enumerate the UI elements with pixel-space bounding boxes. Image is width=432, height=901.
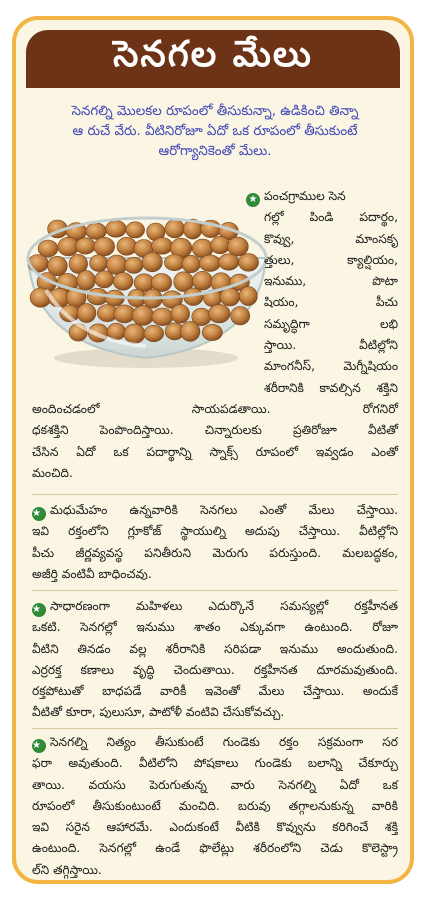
green-star-icon: ★ [32,739,46,753]
anemia-section [32,596,398,724]
paragraph-line [32,399,398,420]
line-text: కొవ్వు, మాంసకృ [264,231,398,246]
line-text: మంచిది. [32,465,73,480]
paragraph-line [32,229,398,250]
line-text: ఇవి సరైన ఆహారమే. ఎందుకంటే వీటికి కొవ్వును కరిగించే శక్తి [32,820,398,835]
paragraph-line [32,702,398,723]
heart-health-section [32,732,398,881]
line-text: పీచు జీర్ణవ్యవస్థ పనితీరుని మెరుగు పరుస్తుంది. మలబద్ధకం, [32,545,398,560]
line-text: తాయి. వయసు పెరుగుతున్న వారు సెనగల్ని ఏదో ఒక [32,777,398,792]
section-divider [32,728,398,729]
line-text: ల్‌ని తగ్గిస్తాయి. [32,862,102,877]
paragraph-line [32,356,398,377]
line-text: సమృద్ధిగా లభి [264,316,398,331]
paragraph-line [32,442,398,463]
paragraph-line [32,314,398,335]
line-text: స్తాయి. వీటిల్లోని [264,338,398,353]
line-text: సెనగల్ని నిత్యం తీసుకుంటే గుండెకు రక్తం సక్రమంగా సర [50,735,398,749]
intro-line: ఆరోగ్యానికెంతో మేలు. [158,144,272,159]
section-divider [32,494,398,495]
line-text: త్తులు, క్యాల్షియం, [264,252,398,267]
paragraph-line [32,753,398,774]
line-text: చేసిన ఏదో ఒక పదార్థాన్ని స్నాక్స్ రూపంలో ఇవ్వడం ఎంతో [32,444,398,459]
line-text: వీటితో కూరా, పులుసూ, పాటోళీ వంటివి చేసుకోవచ్చు. [32,705,285,720]
line-text: గల్లో పిండి పదార్థం, [264,210,398,225]
line-text: ఒకటి. సెనగల్లో ఇనుము శాతం ఎక్కువగా ఉంటుంది. రోజూ [32,620,398,635]
green-star-icon: ★ [32,603,46,617]
nutrition-section [32,186,398,484]
green-star-icon: ★ [32,507,46,521]
intro-line: సెనగల్ని మొలకల రూపంలో తీసుకున్నా, ఉడికించి తిన్నా [71,104,359,119]
line-text: ధకశక్తిని పెంపొందిస్తాయి. చిన్నారులకు ప్రతిరోజూ వీటితో [32,423,398,438]
title-banner [26,30,400,88]
line-text: సాధారణంగా మహిళలు ఎదుర్కొనే సమస్యల్లో రక్తహీనత [50,599,398,613]
line-text: మాంగనీస్, మెగ్నీషియం [264,359,398,374]
green-star-icon: ★ [246,193,260,207]
line-text: అజీర్తి వంటివీ బాధించవు. [32,566,152,581]
line-text: శరీరానికి కావల్సిన శక్తిని [264,380,398,395]
line-text: అందించడంలో సాయపడతాయి. రోగనిరో [32,401,398,416]
paragraph-line [32,775,398,796]
paragraph-line [32,617,398,638]
article-title: సెనగల మేలు [113,34,313,75]
line-text: ఫరా అవుతుంది. వీటిలోని పోషకాలు గుండెకు బలాన్ని చేకూర్చు [32,756,398,771]
paragraph-line [32,681,398,702]
line-text: ఉంటుంది. సెనగల్లో ఉండే ఫొలేట్లు శరీరంలోని చెడు కొలెస్ట్రా [32,841,398,856]
paragraph-line [32,186,398,207]
paragraph-line [32,838,398,859]
line-text: వీటిని తినడం వల్ల శరీరానికి సరిపడా ఇనుము అందుతుంది. [32,641,398,656]
paragraph-line [32,639,398,660]
paragraph-line [32,860,398,881]
paragraph-line [32,292,398,313]
paragraph-line [32,796,398,817]
paragraph-line [32,596,398,617]
paragraph-line [32,250,398,271]
paragraph-line [32,543,398,564]
paragraph-line [32,564,398,585]
line-text: ఇనుము, పొటా [264,274,398,289]
line-text: ఎర్రరక్త కణాలు వృద్ధి చెందుతాయి. రక్తహీనత దూరమవుతుంది. [32,662,398,677]
intro-line: ఆ రుచే వేరు. వీటినిరోజూ ఏదో ఒక రూపంలో తీసుకుంటే [72,124,358,139]
line-text: షియం, పీచు [264,295,398,310]
section-divider [32,590,398,591]
paragraph-line [32,463,398,484]
line-text: రక్తపోటుతో బాధపడే వారికీ ఇవెంతో మేలు చేస్తాయి. అందుకే [32,684,398,699]
paragraph-line [32,378,398,399]
line-text: రూపంలో తీసుకుంటుంటే మంచిది. బరువు తగ్గాలనుకున్న వారికి [32,798,398,813]
paragraph-line [32,732,398,753]
paragraph-line [32,660,398,681]
paragraph-line [32,817,398,838]
line-text: మధుమేహం ఉన్నవారికి సెనగలు ఎంతో మేలు చేస్తాయి. [50,503,398,517]
paragraph-line [32,420,398,441]
diabetes-section [32,500,398,585]
paragraph-line [32,207,398,228]
line-text: పంచగ్రాముల సెన [264,189,346,203]
article-card [12,16,414,884]
line-text: ఇవి రక్తంలోని గ్లూకోజ్ స్థాయుల్ని అదుపు చేస్తాయి. వీటిల్లోని [32,524,398,539]
paragraph-line [32,335,398,356]
paragraph-line [32,521,398,542]
intro-paragraph [32,102,398,162]
paragraph-line [32,500,398,521]
paragraph-line [32,271,398,292]
